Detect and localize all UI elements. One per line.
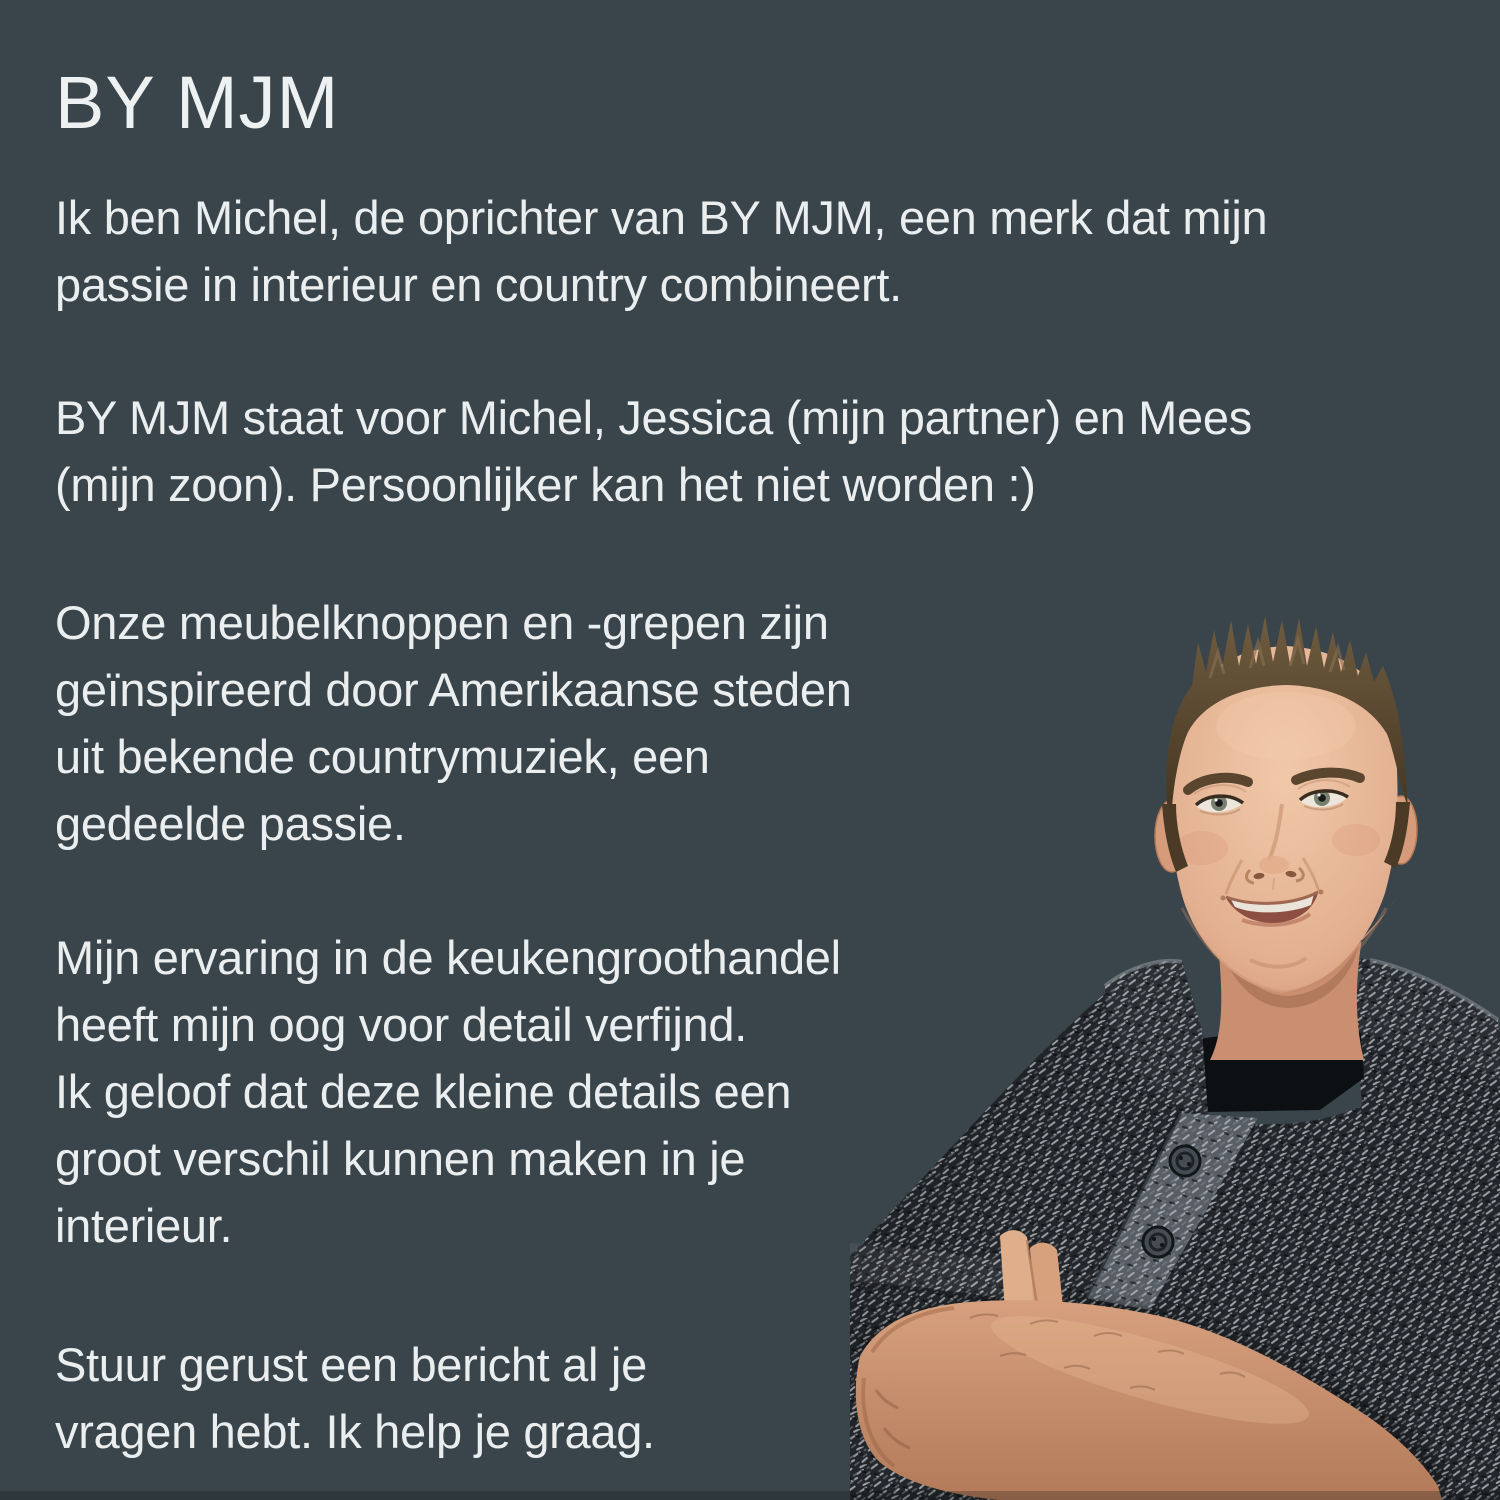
paragraph-line: geïnspireerd door Amerikaanse steden (55, 663, 852, 716)
sweater-button (1170, 1146, 1200, 1176)
paragraph-products (55, 589, 852, 857)
bottom-vignette (0, 1491, 1500, 1500)
paragraph-line: uit bekende countrymuziek, een (55, 730, 710, 783)
sweater-button (1143, 1227, 1173, 1257)
paragraph-line: Stuur gerust een bericht al je (55, 1338, 647, 1391)
paragraph-brand-meaning (55, 384, 1252, 518)
paragraph-line: gedeelde passie. (55, 797, 406, 850)
paragraph-line: interieur. (55, 1199, 233, 1252)
founder-face (1155, 616, 1417, 993)
paragraph-line: passie in interieur en country combineert. (55, 258, 902, 311)
paragraph-line: (mijn zoon). Persoonlijker kan het niet worden :) (55, 458, 1036, 511)
paragraph-line: heeft mijn oog voor detail verfijnd. (55, 998, 747, 1051)
paragraph-line: BY MJM staat voor Michel, Jessica (mijn partner) en Mees (55, 391, 1252, 444)
paragraph-line: Onze meubelknoppen en -grepen zijn (55, 596, 829, 649)
page-title: BY MJM (55, 61, 340, 144)
paragraph-line: Ik geloof dat deze kleine details een (55, 1065, 792, 1118)
paragraph-experience (55, 924, 841, 1259)
founder-portrait-image (850, 608, 1500, 1500)
paragraph-line: groot verschil kunnen maken in je (55, 1132, 746, 1185)
paragraph-line: vragen hebt. Ik help je graag. (55, 1405, 655, 1458)
paragraph-contact (55, 1331, 655, 1465)
paragraph-intro (55, 184, 1267, 318)
paragraph-line: Ik ben Michel, de oprichter van BY MJM, een merk dat mijn (55, 191, 1268, 244)
paragraph-line: Mijn ervaring in de keukengroothandel (55, 931, 841, 984)
